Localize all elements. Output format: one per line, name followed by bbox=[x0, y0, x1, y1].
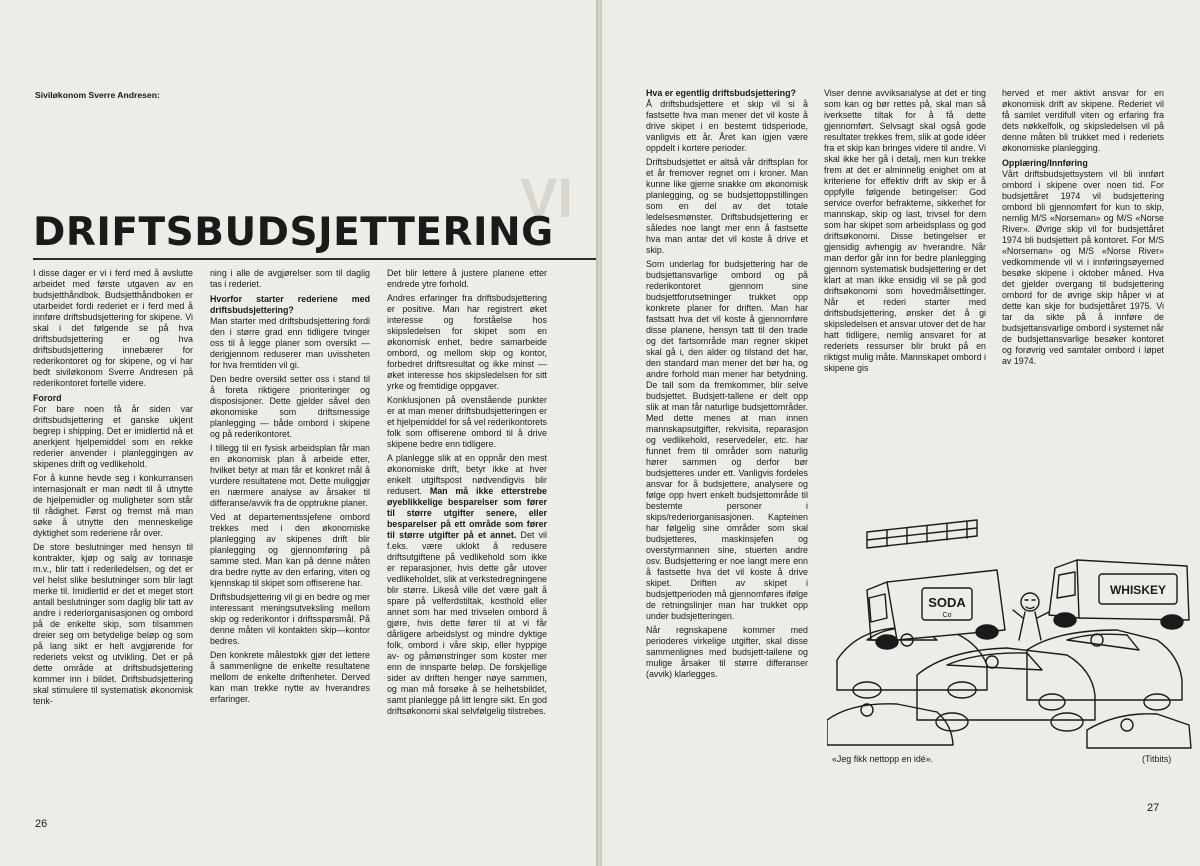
right-page bbox=[602, 0, 1200, 866]
text-run: Det vil f.eks. være uklokt å redusere driftsutgiftene på vedlikehold som ikke er reparasjoner, hvis dette går utover vedlikeholdet, slik at verkstedregningene blir større. Likeså ville det være galt å spare på velferdstiltak, kosthold eller annet som har med trivselen ombord å gjøre, hvis dette fører til at vi får dårligere arbeidslyst og mindre dyktige folk, ombord i våre skip, eller hyppige av- og påmønstringer som koster mer enn de innsparte beløp. De forskjellige sider av driften henger nøye sammen, og man må forsøke å se helhetsbildet, samt planlegge på litt lengre sikt. En god driftsøkonomi skal selvfølgelig tilstrebes. bbox=[387, 530, 548, 716]
paragraph: Som underlag for budsjettering har de budsjettansvarlige ombord og på rederikontoret gjennom sine budsjettforutsetninger trukket opp konkrete planer for driften. Man har fastsatt hva det vil koste å gjennomføre disse planene, hensyn tatt til den trade og det fartsområde man regner skipet skal gå i, den alder og tilstand det har, den standard man mener det bør ha, og andre forhold man mener har betydning. De tall som da fremkommer, blir selve budsjettet. Budsjett-tallene er delt opp slik at man får naturlige budsjettområder. Med dette menes at man innen mannskapsutgifter, rekvisita, reparasjon og vedlikehold, reservedeler, etc. har funnet frem til områder som naturlig hører sammen og derfor bør budsjetteres under ett. Vanligvis fordeles ansvar for å budsjettere, analysere og følge opp hvert enkelt budsjettområde til bestemte personer i skips/rederiorganisasjonen. Kapteinen har følgelig sine områder som skal budsjetteres, maskinsjefen og overstyrmannen sine, stuerten andre osv. Budsjettering er noe langt mere enn å fastsette hva det vil koste å drive skipet. Driften av skipet i budsjettperioden må gjennomføres ifølge de retningslinjer man har trukket opp under budsjetteringen. bbox=[646, 259, 808, 621]
paragraph: Andres erfaringer fra driftsbudsjettering er positive. Man har registrert øket interesse og forståelse hos skipsledelsen for skipet som en økonomisk enhet, bedre samarbeide ombord, og mellom skip og kontor, forbedret driftsresultat og ikke minst — øket interesse hos skipsledelsen for sitt yrke og fremtidige oppgaver. bbox=[387, 293, 547, 391]
page-number: 27 bbox=[1147, 802, 1160, 814]
show-through-text: VI bbox=[520, 166, 573, 229]
paragraph: Konklusjonen på ovenstående punkter er at man mener driftsbudsjetteringen er et hjelpemiddel for så vel rederikontorets folk som offiserene ombord til å drive skipene bedre enn tidligere. bbox=[387, 395, 547, 449]
right-column-3 bbox=[1002, 88, 1164, 370]
section-heading: Hvorfor starter rederiene med driftsbudsjettering? bbox=[210, 294, 370, 315]
soda-sign-subtext: Co bbox=[942, 612, 952, 619]
whiskey-sign-text: WHISKEY bbox=[1109, 583, 1167, 597]
left-column-2 bbox=[210, 268, 370, 708]
emphasis-text: Man må ikke etterstrebe øyeblikkelige besparelser som fører til større utgifter senere, eller besparelser på ett område som fører til større utgifter på et annet. bbox=[387, 486, 547, 540]
driver-figure bbox=[1013, 593, 1049, 640]
article-headline: DRIFTSBUDSJETTERING bbox=[33, 210, 554, 255]
left-column-1 bbox=[33, 268, 193, 710]
brick-wall bbox=[867, 520, 977, 548]
soda-sign-text: SODA bbox=[928, 595, 966, 610]
cartoon-caption: «Jeg fikk nettopp en idé». bbox=[832, 754, 934, 764]
paragraph: Det blir lettere å justere planene etter endrede ytre forhold. bbox=[387, 268, 547, 289]
paragraph: Viser denne avviksanalyse at det er ting som kan og bør rettes på, skal man så iverksette tiltak for å få dette gjennomført. Selvsagt skal også gode resultater trekkes frem, slik at gode idéer fra et skip kan bringes videre til andre. Vi skal ikke her gå i detalj, men kun trekke frem at det er alminnelig enighet om at kriteriene for effektiv drift av skip er å oppfylle følgende betingelser: God service overfor befrakterne, sikkerhet for mannskap, skip og last, trivsel for dem som har skipet som arbeidsplass og god driftsøkonomi. Disse betingelser er gjensidig avhengig av hverandre. Når man derfor går inn for bedre planlegging gjennom systematisk budsjettering er det klart at man ikke ensidig vil se på god driftsøkonomi som hovedmålsettinger. Når et rederi starter med driftsbudsjettering, ønsker det å gi skipsledelsen et ansvar utover det de har hatt tidligere, nemlig ansvaret for at rederiets ressurser blir brukt på en riktigst mulig måte. Mannskapet ombord i skipene gis bbox=[824, 88, 986, 373]
paragraph: Å driftsbudsjettere et skip vil si å fastsette hva man mener det vil koste å drive skipet i en bestemt tidsperiode, vanligvis ett år. Året kan igjen være oppdelt i kortere perioder. bbox=[646, 99, 808, 153]
paragraph: Driftsbudsjettering vil gi en bedre og mer interessant meningsutveksling mellom skip og rederikontor i driftsspørsmål. På denne måten vil kontakten skip—kontor bedres. bbox=[210, 592, 370, 646]
left-page bbox=[0, 0, 598, 866]
cartoon-illustration bbox=[827, 490, 1195, 750]
text-run: A planlegge slik at en oppnår den mest økonomiske drift, betyr ikke at hver enkelt utgiftspost nødvendigvis blir redusert. bbox=[387, 453, 547, 496]
paragraph: Den bedre oversikt setter oss i stand til å foreta riktigere prioriteringer og disposisjoner. Dette gjelder såvel den økonomiske som driftsmessige planlegging — både ombord i skipene og på rederikontoret. bbox=[210, 374, 370, 439]
section-heading: Forord bbox=[33, 393, 62, 403]
intro-paragraph: I disse dager er vi i ferd med å avslutte arbeidet med første utgaven av en budsjetthåndbok. Budsjetthåndboken er utarbeidet fordi rederiet er i ferd med å innføre driftsbudsjettering for skipene. Vi skal i det følgende se på hva driftsbudsjettering er og hva driftsbudsjettering innebærer for rederikontoret og for skipene, og vi har bedt siviløkonom Sverre Andresen på rederikontoret fortelle videre. bbox=[33, 268, 193, 388]
paragraph bbox=[387, 453, 547, 717]
left-column-3 bbox=[387, 268, 547, 720]
paragraph: De store beslutninger med hensyn til kontrakter, kjøp og salg av tonnasje m.v., blir tatt i rederiledelsen, og det er vel helst slike beslutninger som blir lagt merke til. Imidlertid er det et meget stort antall beslutninger som daglig blir tatt av andre i rederiorganisasjonen og ombord på de enkelte skip, som tilsammen dreier seg om betydelige beløp og som på lang sikt er helt avgjørende for rederiets vekst og utvikling. Det er på dette område at driftsbudsjettering kommer inn i bildet. Driftsbudsjettering skal stimulere til systematisk økonomisk tenk- bbox=[33, 542, 193, 706]
right-column-2 bbox=[824, 88, 986, 377]
paragraph: Ved at departementssjefene ombord trekkes med i den økonomiske planlegging av skipenes drift blir planlegging og gjennomføring på samme sted. Man kan på denne måten dra bedre nytte av den erfaring, viten og kjennskap til skipet som offiserene har. bbox=[210, 512, 370, 588]
paragraph: Man starter med driftsbudsjettering fordi den i større grad enn tidligere tvinger oss til å legge planer som oversikt — derigjennom reduserer man uvissheten for hva fremtiden vil gi. bbox=[210, 316, 370, 370]
page-number: 26 bbox=[35, 818, 48, 830]
paragraph: Driftsbudsjettet er altså vår driftsplan for et år fremover regnet om i kroner. Man kunne like gjerne snakke om økonomisk planlegging, og se budsjettoppstillingen som en del av det totale ledelsesmønster. Driftsbudsjettering er således noe langt mer enn å fastsette hva man antar det vil koste å drive et skip. bbox=[646, 157, 808, 255]
paragraph: For å kunne hevde seg i konkurransen internasjonalt er man nødt til å utnytte de hjelpemidler og muligheter som står til rådighet. Først og fremst må man søke å utnytte den menneskelige dyktighet som rederiene rår over. bbox=[33, 473, 193, 538]
paragraph: I tillegg til en fysisk arbeidsplan får man en økonomisk plan å arbeide etter, hvilket betyr at man får et konkret mål å vurdere resultatene mot. Dette muliggjør en nærmere analyse av årsaker til differanse/avvik fra de opptrukne planer. bbox=[210, 443, 370, 508]
paragraph: Når regnskapene kommer med perioderes virkelige utgifter, skal disse sammenlignes med budsjett-tallene og mulige årsaker til større differanser (avvik) klarlegges. bbox=[646, 625, 808, 679]
right-column-1 bbox=[646, 88, 808, 683]
section-heading: Opplæring/Innføring bbox=[1002, 158, 1088, 168]
paragraph: Den konkrete målestokk gjør det lettere å sammenligne de enkelte resultatene mellom de enkelte driftenheter. Derved kan man trekke nytte av hverandres erfaringer. bbox=[210, 650, 370, 704]
paragraph: For bare noen få år siden var driftsbudsjettering et ganske ukjent begrep i shipping. Det er imidlertid nå et anerkjent hjelpemiddel som en rekke rederier anvender i planleggingen av skipenes drift og vedlikehold. bbox=[33, 404, 193, 469]
cartoon-credit: (Titbits) bbox=[1142, 754, 1172, 764]
section-heading: Hva er egentlig driftsbudsjettering? bbox=[646, 88, 796, 98]
paragraph: ning i alle de avgjørelser som til daglig tas i rederiet. bbox=[210, 268, 370, 289]
paragraph: Vårt driftsbudsjettsystem vil bli innført ombord i skipene over noen tid. For budsjettåret 1974 vil budsjettering ombord bli gjennomført for kun to skip, nemlig M/S «Norseman» og M/S «Norse River». Øvrige skip vil for budsjettåret 1974 bli budsjettert på kontoret. For M/S «Norseman» og M/S «Norse River» vedkommende vil vi i innføringsøyemed besøke skipene i oktober måned. Hva det gjelder overgang til budsjettering ombord for de øvrige skip håper vi at dette kan skje for budsjettåret 1975. Vi tar da sikte på å innføre de budsjettansvarlige ombord i systemet når de budsjettansvarlige besøker kontoret og forøvrig ved samtaler ombord i løpet av 1974. bbox=[1002, 169, 1164, 366]
paragraph: herved et mer aktivt ansvar for en økonomisk drift av skipene. Rederiet vil få samlet verdifull viten og erfaring fra dets nøkkelfolk, og skipsledelsen vil på denne måten bli trukket med i rederiets økonomiske planlegging. bbox=[1002, 88, 1164, 153]
author-byline: Siviløkonom Sverre Andresen: bbox=[35, 90, 160, 100]
headline-rule bbox=[33, 258, 598, 260]
